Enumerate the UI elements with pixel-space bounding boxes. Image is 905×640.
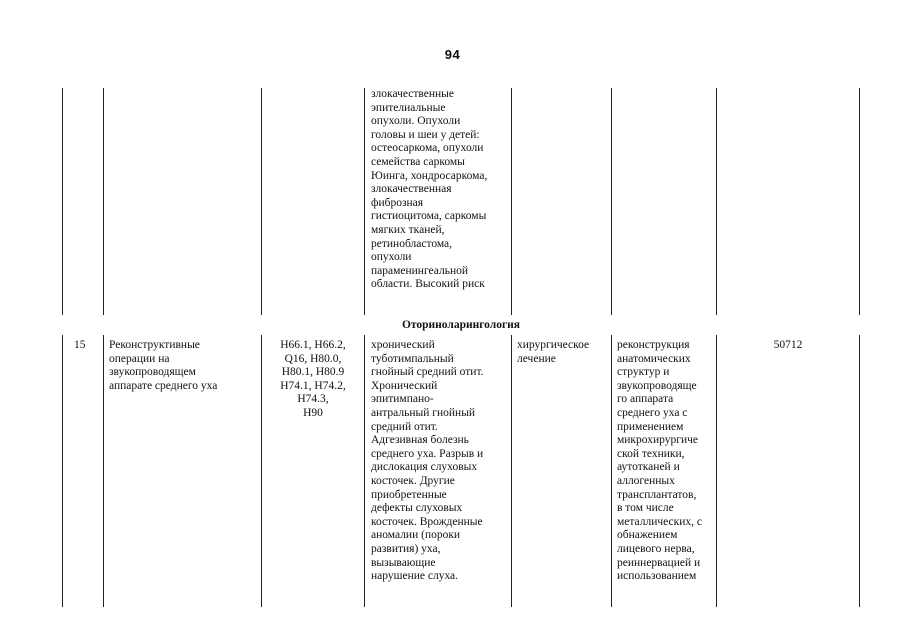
table-border-left [62, 88, 63, 315]
table-border-right-lower [859, 335, 860, 607]
codes-cell: H66.1, H66.2, Q16, H80.0, H80.1, H80.9 H74.1, H74.2, H74.3, H90 [280, 339, 346, 419]
table-divider-6-lower [716, 335, 717, 607]
table-divider-5-lower [611, 335, 612, 607]
cost-cell: 50712 [773, 339, 803, 351]
table-divider-3-lower [364, 335, 365, 607]
treatment-type-cell: хирургическое лечение [517, 339, 590, 365]
table-divider-3 [364, 88, 365, 315]
intervention-cell: Реконструктивные операции на звукопроводящем аппарате среднего уха [109, 339, 218, 392]
table-divider-1 [103, 88, 104, 315]
page-number: 94 [444, 47, 461, 62]
table-divider-1-lower [103, 335, 104, 607]
section-title: Оториноларингология [401, 319, 521, 331]
table-divider-5 [611, 88, 612, 315]
table-border-right [859, 88, 860, 315]
table-border-left-lower [62, 335, 63, 607]
table-divider-2 [261, 88, 262, 315]
table-divider-6 [716, 88, 717, 315]
diagnosis-cell: хронический туботимпальный гнойный средний отит. Хронический эпитимпано- антральный гнойный средний отит. Адгезивная болезнь среднего уха. Разрыв и дислокация слуховых косточек. Другие приобретенные дефекты слуховых косточек. Врожденные аномалии (пороки развития) уха, вызывающие нарушение слуха. [371, 339, 484, 583]
continued-diagnosis-cell: злокачественные эпителиальные опухоли. Опухоли головы и шеи у детей: остеосаркома, опухоли семейства саркомы Юинга, хондросаркома, злокачественная фиброзная гистиоцитома, саркомы мягких тканей, ретинобластома, опухоли параменингеальной области. Высокий риск [371, 88, 488, 291]
method-cell: реконструкция анатомических структур и звукопроводяще го аппарата среднего уха с применением микрохирургиче ской техники, аутотканей и аллогенных трансплантатов, в том числе металлических, с обнажением лицевого нерва, реиннервацией и использованием [617, 339, 703, 583]
row-number-cell: 15 [74, 339, 86, 351]
table-divider-2-lower [261, 335, 262, 607]
table-divider-4-lower [511, 335, 512, 607]
table-divider-4 [511, 88, 512, 315]
